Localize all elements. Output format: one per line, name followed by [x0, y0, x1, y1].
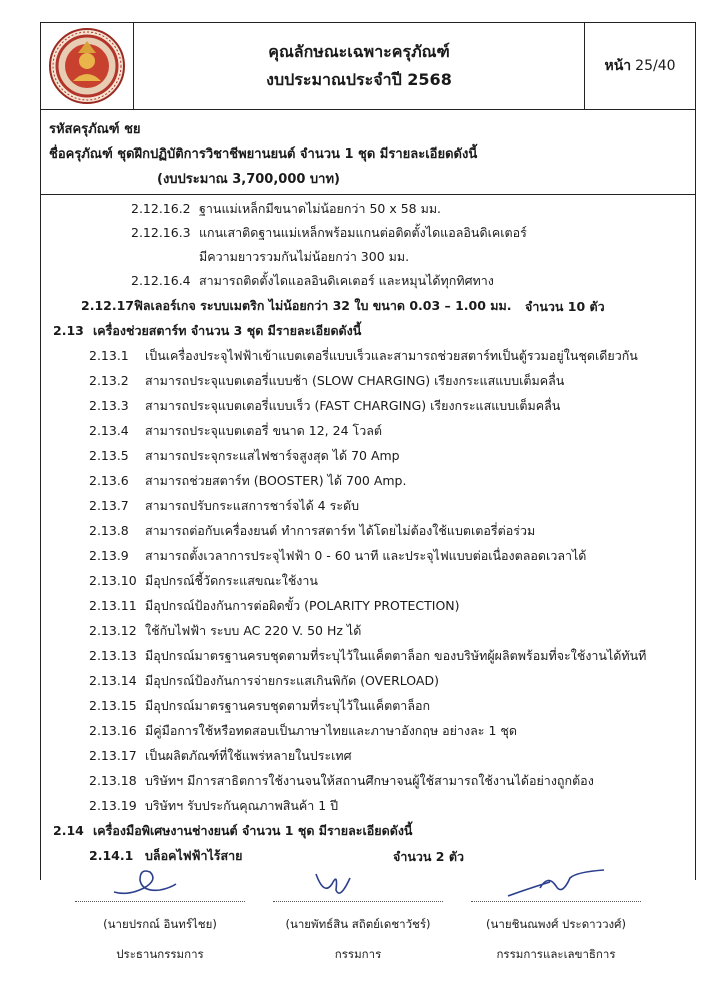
equipment-budget: (งบประมาณ 3,700,000 บาท) [157, 172, 340, 187]
spec-item: 2.13.7 สามารถปรับกระแสการชาร์จได้ 4 ระดับ [89, 498, 360, 513]
spec-item: 2.13.5 สามารถประจุกระแสไฟชาร์จสูงสุด ได้ 70 Amp [89, 448, 400, 463]
page-number-cell [585, 23, 695, 109]
signer-name: (นายปรกณ์ อินทร์ไชย) [103, 917, 217, 931]
spec-item: 2.13.10 มีอุปกรณ์ชี้วัดกระแสขณะใช้งาน [89, 573, 318, 588]
signature-block-secretary [456, 900, 656, 964]
equipment-code: รหัสครุภัณฑ์ ชย [49, 122, 141, 137]
spec-item: 2.13.9 สามารถตั้งเวลาการประจุไฟฟ้า 0 - 60 นาที และประจุไฟแบบต่อเนื่องตลอดเวลาได้ [89, 548, 587, 563]
spec-item: 2.13.8 สามารถต่อกับเครื่องยนต์ ทำการสตาร์ท ได้โดยไม่ต้องใช้แบตเตอรี่ต่อร่วม [89, 523, 536, 538]
page-label: หน้า [604, 58, 632, 74]
spec-item: 2.13.19 บริษัทฯ รับประกันคุณภาพสินค้า 1 ปี [89, 798, 339, 813]
spec-item: 2.13.11 มีอุปกรณ์ป้องกันการต่อผิดขั้ว (POLARITY PROTECTION) [89, 598, 460, 613]
spec-item: 2.13.13 มีอุปกรณ์มาตรฐานครบชุดตามที่ระบุไว้ในแค็ตตาล็อก ของบริษัทผู้ผลิตพร้อมที่จะใช้งานได้ทันที [89, 648, 647, 663]
signer-role: กรรมการและเลขาธิการ [496, 947, 616, 961]
spec-item: 2.13.17 เป็นผลิตภัณฑ์ที่ใช้แพร่หลายในประเทศ [89, 748, 352, 763]
signature-1-icon [110, 866, 180, 900]
signer-name: (นายชินณพงศ์ ประดาววงศ์) [486, 917, 626, 931]
spec-item-feeler-gauge: 2.12.17ฟิลเลอร์เกจ ระบบเมตริก ไม่น้อยกว่า 32 ใบ ขนาด 0.03 – 1.00 มม. [81, 298, 512, 313]
title-cell [134, 23, 585, 109]
signer-role: ประธานกรรมการ [116, 947, 204, 961]
spec-item: 2.13.1 เป็นเครื่องประจุไฟฟ้าเข้าแบตเตอรี่แบบเร็วและสามารถช่วยสตาร์ทเป็นตู้รวมอยู่ในชุดเดียวกัน [89, 348, 638, 363]
spec-item: 2.12.16.4 สามารถติดตั้งไดแอลอินดิเคเตอร์ และหมุนได้ทุกทิศทาง [131, 273, 494, 288]
feeler-gauge-quantity: จำนวน 10 ตัว [525, 299, 605, 314]
signature-block-committee [258, 900, 458, 964]
spec-item: 2.12.16.2 ฐานแม่เหล็กมีขนาดไม่น้อยกว่า 50 x 58 มม. [131, 201, 442, 216]
spec-item: 2.13.14 มีอุปกรณ์ป้องกันการจ่ายกระแสเกินพิกัด (OVERLOAD) [89, 673, 439, 688]
section-heading-2-13: 2.13 เครื่องช่วยสตาร์ท จำนวน 3 ชุด มีรายละเอียดดังนี้ [53, 323, 362, 338]
spec-item: 2.13.18 บริษัทฯ มีการสาธิตการใช้งานจนให้สถานศึกษาจนผู้ใช้สามารถใช้งานได้อย่างถูกต้อง [89, 773, 594, 788]
signature-3-icon [500, 868, 610, 904]
vocational-education-seal-icon [48, 27, 126, 105]
spec-item: 2.13.6 สามารถช่วยสตาร์ท (BOOSTER) ได้ 700 Amp. [89, 473, 407, 488]
equipment-name: ชื่อครุภัณฑ์ ชุดฝึกปฏิบัติการวิชาชีพยานยนต์ จำนวน 1 ชุด มีรายละเอียดดังนี้ [49, 147, 478, 162]
section-heading-2-14: 2.14 เครื่องมือพิเศษงานช่างยนต์ จำนวน 1 ชุด มีรายละเอียดดังนี้ [53, 823, 413, 838]
signature-2-icon [310, 866, 360, 902]
signer-role: กรรมการ [334, 947, 382, 961]
logo-cell [41, 23, 134, 109]
spec-item: 2.13.4 สามารถประจุแบตเตอรี่ ขนาด 12, 24 โวลต์ [89, 423, 383, 438]
specification-body [40, 194, 696, 880]
spec-item: 2.13.3 สามารถประจุแบตเตอรี่แบบเร็ว (FAST CHARGING) เรียงกระแสแบบเต็มคลื่น [89, 398, 561, 413]
spec-item: 2.13.12 ใช้กับไฟฟ้า ระบบ AC 220 V. 50 Hz ได้ [89, 623, 362, 638]
equipment-info [40, 108, 696, 195]
spec-item: 2.13.16 มีคู่มือการใช้หรือทดสอบเป็นภาษาไทยและภาษาอังกฤษ อย่างละ 1 ชุด [89, 723, 517, 738]
signature-block-chairman [60, 900, 260, 964]
page-number: 25/40 [635, 58, 676, 74]
budget-year-title: งบประมาณประจำปี 2568 [266, 70, 452, 89]
spec-item-continued: มีความยาวรวมกันไม่น้อยกว่า 300 มม. [199, 249, 410, 264]
spec-item: 2.12.16.3 แกนเสาติดฐานแม่เหล็กพร้อมแกนต่อติดตั้งไดแอลอินดิเคเตอร์ [131, 225, 527, 240]
spec-item: 2.13.15 มีอุปกรณ์มาตรฐานครบชุดตามที่ระบุไว้ในแค็ตตาล็อก [89, 698, 431, 713]
signer-name: (นายพัทธ์สิน สถิตย์เดชาวัชร์) [285, 917, 431, 931]
document-title: คุณลักษณะเฉพาะครุภัณฑ์ [268, 42, 450, 61]
cordless-wrench-quantity: จำนวน 2 ตัว [393, 849, 464, 864]
spec-item: 2.13.2 สามารถประจุแบตเตอรี่แบบช้า (SLOW CHARGING) เรียงกระแสแบบเต็มคลื่น [89, 373, 565, 388]
document-header [40, 22, 696, 110]
spec-item-cordless-wrench: 2.14.1 บล็อคไฟฟ้าไร้สาย [89, 848, 243, 863]
